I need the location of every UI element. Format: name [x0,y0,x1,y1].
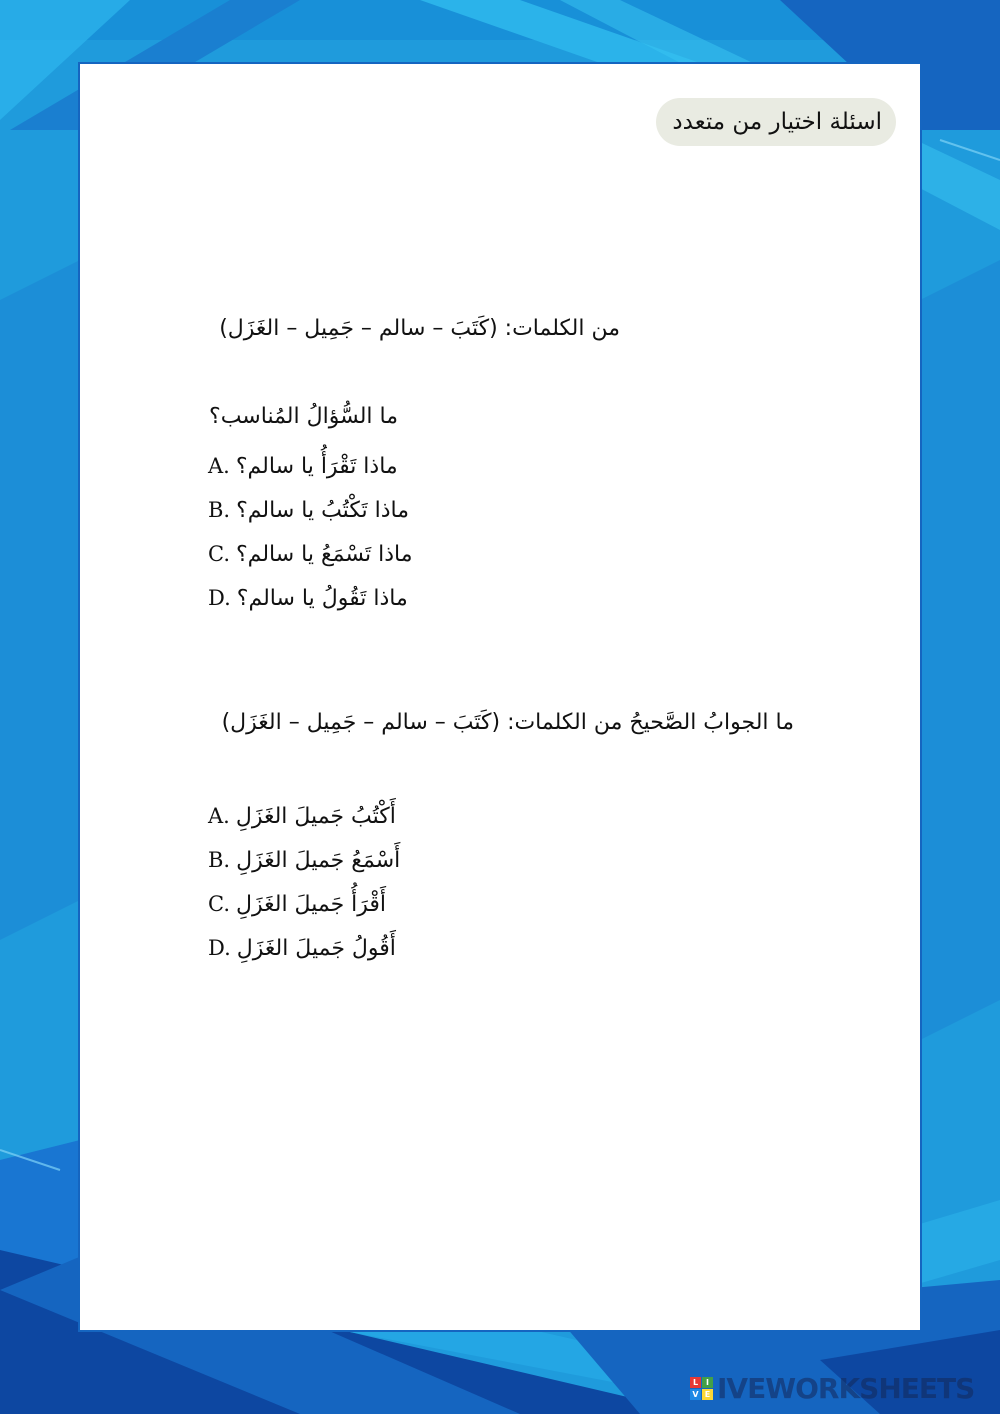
worksheet-page [80,64,920,1330]
liveworksheets-logo [690,1377,713,1400]
option-text: ماذا تَسْمَعُ يا سالم؟ [236,542,413,567]
question-1-option-b[interactable] [208,488,413,532]
option-text: ماذا تَقْرَأُ يا سالم؟ [235,454,398,479]
question-2-option-c[interactable] [208,882,400,926]
question-1-option-a[interactable] [208,444,413,488]
question-1-intro-wrap [130,316,620,341]
option-letter: A. [208,804,230,828]
logo-cell: E [702,1389,713,1400]
option-text: أَقْرَأُ جَميلَ الغَزَلِ [236,892,387,917]
option-letter: C. [208,542,230,566]
liveworksheets-watermark [690,1372,974,1404]
option-letter: B. [208,498,231,522]
question-1-option-c[interactable] [208,532,413,576]
question-2-intro-wrap [130,710,794,735]
question-1-options [208,444,413,620]
logo-cell: I [702,1377,713,1388]
question-2-option-d[interactable] [208,926,400,970]
question-1-option-d[interactable] [208,576,413,620]
logo-cell: L [690,1377,701,1388]
option-letter: B. [208,848,231,872]
option-letter: A. [208,454,230,478]
logo-cell: V [690,1389,701,1400]
question-1-prompt: ما السُّؤالُ المُناسب؟ [209,404,398,429]
option-letter: D. [208,586,231,610]
option-text: أَكْتُبُ جَميلَ الغَزَلِ [235,804,396,829]
question-1-intro: من الكلمات: (كَتَبَ – سالم – جَمِيل – الغَزَل) [219,316,620,341]
watermark-text: IVEWORKSHEETS [717,1371,975,1405]
question-2-option-a[interactable] [208,794,400,838]
question-1-prompt-wrap [130,404,398,429]
question-2-options [208,794,400,970]
worksheet-title: اسئلة اختيار من متعدد [656,98,896,146]
option-text: أَقُولُ جَميلَ الغَزَلِ [236,936,396,961]
option-text: ماذا تَكْتُبُ يا سالم؟ [236,498,409,523]
option-letter: D. [208,936,231,960]
question-2-intro: ما الجوابُ الصَّحيحُ من الكلمات: (كَتَبَ – سالم – جَمِيل – الغَزَل) [221,710,794,735]
option-text: ماذا تَقُولُ يا سالم؟ [236,586,408,611]
option-letter: C. [208,892,230,916]
question-2-option-b[interactable] [208,838,400,882]
option-text: أَسْمَعُ جَميلَ الغَزَلِ [236,848,401,873]
